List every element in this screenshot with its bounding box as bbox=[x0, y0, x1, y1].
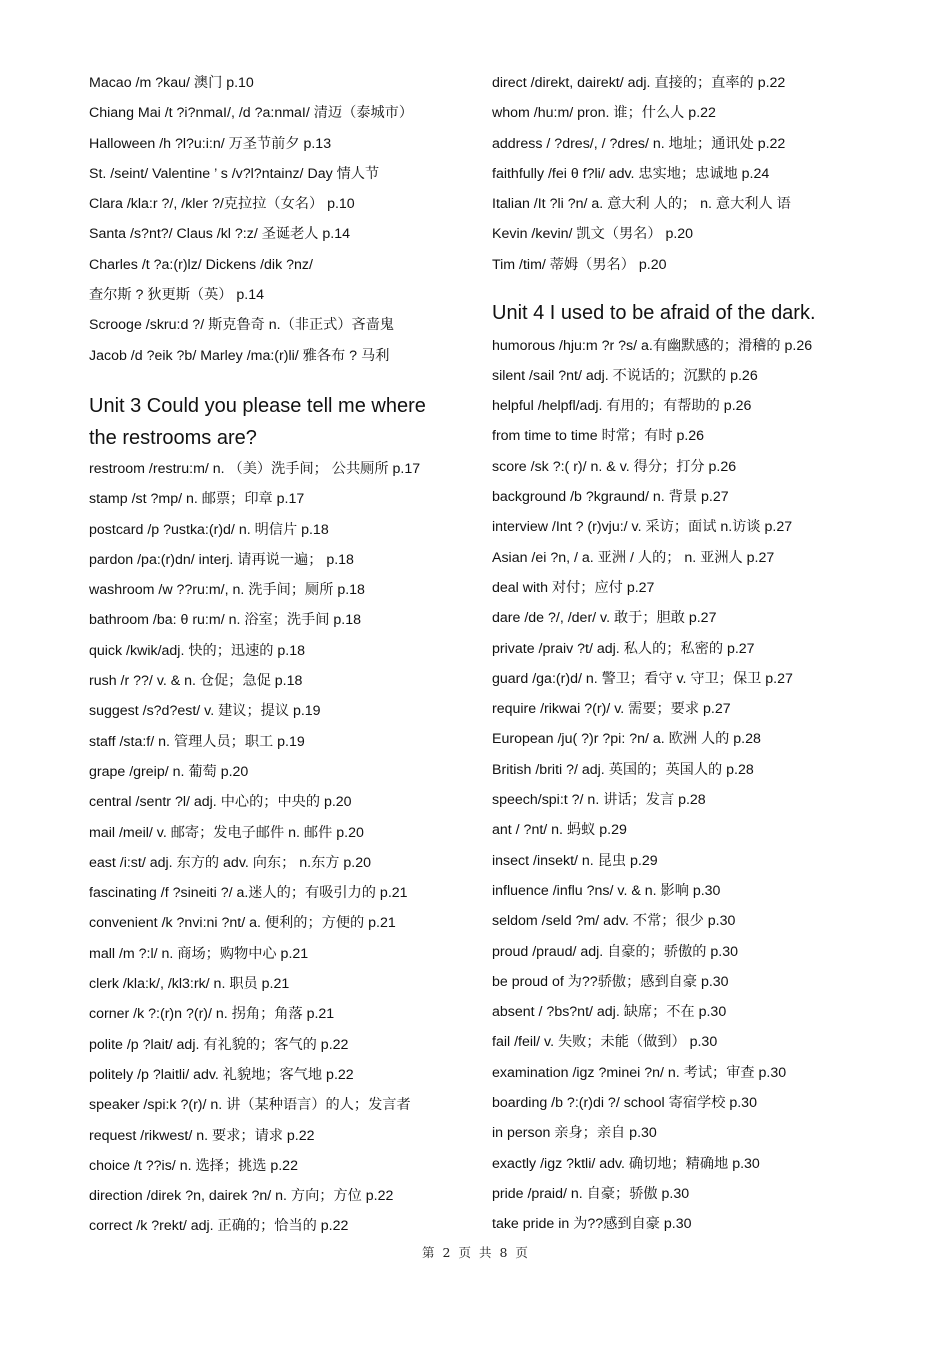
vocab-entry: examination /igz ?minei ?n/ n. 考试；审查 p.30 bbox=[492, 1064, 787, 1081]
vocab-entry: Charles /t ?a:(r)lz/ Dickens /dik ?nz/ bbox=[89, 256, 313, 273]
vocab-entry: insect /insekt/ n. 昆虫 p.29 bbox=[492, 852, 658, 869]
vocab-entry: staff /sta:f/ n. 管理人员；职工 p.19 bbox=[89, 733, 305, 750]
vocab-entry: private /praiv ?t/ adj. 私人的；私密的 p.27 bbox=[492, 640, 755, 657]
footer-di: 第 bbox=[422, 1245, 435, 1260]
vocab-entry: Chiang Mai /t ?i?nmaI/, /d ?a:nmaI/ 清迈（泰城市） bbox=[89, 105, 414, 122]
vocab-entry-continuation: 查尔斯 ? 狄更斯（英） p.14 bbox=[89, 287, 265, 304]
vocab-entry: direct /direkt, dairekt/ adj. 直接的；直率的 p.22 bbox=[492, 75, 786, 91]
vocab-entry: be proud of 为??骄傲；感到自豪 p.30 bbox=[492, 973, 729, 990]
right-entries-block-a bbox=[492, 68, 892, 280]
vocab-entry: mall /m ?:l/ n. 商场；购物中心 p.21 bbox=[89, 945, 309, 962]
vocab-entry: in person 亲身；亲自 p.30 bbox=[492, 1125, 657, 1142]
vocab-entry: rush /r ??/ v. & n. 仓促；急促 p.18 bbox=[89, 673, 303, 690]
unit4-heading: Unit 4 I used to be afraid of the dark. bbox=[492, 302, 816, 325]
vocab-entry: seldom /seld ?m/ adv. 不常；很少 p.30 bbox=[492, 913, 736, 930]
vocab-entry: address / ?dres/, / ?dres/ n. 地址；通讯处 p.22 bbox=[492, 135, 786, 152]
vocab-entry: dare /de ?/, /der/ v. 敢于；胆敢 p.27 bbox=[492, 610, 717, 627]
vocab-entry: Macao /m ?kau/ 澳门 p.10 bbox=[89, 75, 254, 91]
vocab-entry: stamp /st ?mp/ n. 邮票；印章 p.17 bbox=[89, 491, 305, 508]
unit3-entries bbox=[89, 454, 474, 1242]
vocab-entry: absent / ?bs?nt/ adj. 缺席；不在 p.30 bbox=[492, 1004, 727, 1021]
vocab-entry: humorous /hju:m ?r ?s/ a.有幽默感的；滑稽的 p.26 bbox=[492, 337, 813, 354]
right-column bbox=[492, 68, 892, 1239]
vocab-entry: restroom /restru:m/ n. （美）洗手间； 公共厕所 p.17 bbox=[89, 460, 421, 477]
vocab-entry: polite /p ?lait/ adj. 有礼貌的；客气的 p.22 bbox=[89, 1036, 349, 1053]
vocab-entry: request /rikwest/ n. 要求；请求 p.22 bbox=[89, 1127, 315, 1144]
vocab-entry: score /sk ?:( r)/ n. & v. 得分；打分 p.26 bbox=[492, 458, 737, 475]
vocab-entry: Halloween /h ?l?u:i:n/ 万圣节前夕 p.13 bbox=[89, 135, 332, 152]
vocab-entry: mail /meil/ v. 邮寄；发电子邮件 n. 邮件 p.20 bbox=[89, 824, 364, 841]
vocab-entry: pride /praid/ n. 自豪；骄傲 p.30 bbox=[492, 1185, 690, 1202]
vocab-entry: correct /k ?rekt/ adj. 正确的；恰当的 p.22 bbox=[89, 1218, 349, 1235]
vocab-entry: faithfully /fei θ f?li/ adv. 忠实地；忠诚地 p.24 bbox=[492, 165, 770, 182]
vocab-entry: Santa /s?nt?/ Claus /kl ?:z/ 圣诞老人 p.14 bbox=[89, 226, 351, 243]
vocab-entry: helpful /helpfl/adj. 有用的；有帮助的 p.26 bbox=[492, 398, 752, 415]
vocab-entry: exactly /igz ?ktli/ adv. 确切地；精确地 p.30 bbox=[492, 1155, 760, 1172]
vocab-entry: pardon /pa:(r)dn/ interj. 请再说一遍； p.18 bbox=[89, 551, 354, 568]
vocab-entry: Italian /It ?li ?n/ a. 意大利 人的； n. 意大利人 语 bbox=[492, 196, 791, 213]
vocab-entry: take pride in 为??感到自豪 p.30 bbox=[492, 1216, 692, 1233]
vocab-entry: speech/spi:t ?/ n. 讲话；发言 p.28 bbox=[492, 792, 706, 809]
vocab-entry: ant / ?nt/ n. 蚂蚁 p.29 bbox=[492, 822, 627, 839]
vocab-entry: deal with 对付；应付 p.27 bbox=[492, 579, 655, 596]
vocab-entry: fascinating /f ?sineiti ?/ a.迷人的；有吸引力的 p.21 bbox=[89, 885, 408, 902]
footer-ye2: 页 bbox=[515, 1245, 528, 1260]
vocab-entry: Kevin /kevin/ 凯文（男名） p.20 bbox=[492, 226, 694, 243]
vocab-entry: convenient /k ?nvi:ni ?nt/ a. 便利的；方便的 p.21 bbox=[89, 915, 396, 932]
vocab-entry: British /briti ?/ adj. 英国的；英国人的 p.28 bbox=[492, 761, 754, 778]
vocab-entry: direction /direk ?n, dairek ?n/ n. 方向；方位 p.22 bbox=[89, 1188, 394, 1205]
vocab-entry: postcard /p ?ustka:(r)d/ n. 明信片 p.18 bbox=[89, 521, 329, 538]
unit3-heading-line2: the restrooms are? bbox=[89, 427, 257, 450]
vocab-entry: politely /p ?laitli/ adv. 礼貌地；客气地 p.22 bbox=[89, 1066, 354, 1083]
left-entries-block-a bbox=[89, 68, 474, 280]
vocab-entry: clerk /kla:k/, /kl3:rk/ n. 职员 p.21 bbox=[89, 976, 290, 993]
vocab-entry: speaker /spi:k ?(r)/ n. 讲（某种语言）的人；发言者 bbox=[89, 1097, 411, 1114]
vocab-entry: washroom /w ??ru:m/, n. 洗手间；厕所 p.18 bbox=[89, 582, 365, 599]
footer-page-number: 2 bbox=[442, 1245, 451, 1260]
unit3-heading-line1: Unit 3 Could you please tell me where bbox=[89, 394, 426, 417]
left-column bbox=[89, 68, 474, 1242]
vocab-entry: grape /greip/ n. 葡萄 p.20 bbox=[89, 763, 249, 780]
footer-ye: 页 bbox=[458, 1245, 471, 1260]
footer-total-pages: 8 bbox=[499, 1245, 508, 1260]
vocab-entry: whom /hu:m/ pron. 谁；什么人 p.22 bbox=[492, 105, 716, 122]
vocab-entry: fail /feil/ v. 失败；未能（做到） p.30 bbox=[492, 1034, 718, 1051]
vocab-entry: Jacob /d ?eik ?b/ Marley /ma:(r)li/ 雅各布 ? 马利 bbox=[89, 347, 390, 364]
vocab-entry: guard /ga:(r)d/ n. 警卫；看守 v. 守卫；保卫 p.27 bbox=[492, 670, 793, 687]
vocab-entry: interview /Int ? (r)vju:/ v. 采访；面试 n.访谈 p.27 bbox=[492, 519, 793, 536]
vocab-entry: Tim /tim/ 蒂姆（男名） p.20 bbox=[492, 256, 667, 273]
vocab-entry: Asian /ei ?n, / a. 亚洲 / 人的； n. 亚洲人 p.27 bbox=[492, 549, 775, 566]
page-footer bbox=[0, 1243, 950, 1261]
vocab-entry: east /i:st/ adj. 东方的 adv. 向东； n.东方 p.20 bbox=[89, 854, 372, 871]
vocab-entry: proud /praud/ adj. 自豪的；骄傲的 p.30 bbox=[492, 943, 739, 960]
vocab-entry: central /sentr ?l/ adj. 中心的；中央的 p.20 bbox=[89, 794, 352, 811]
footer-gong: 共 bbox=[478, 1245, 492, 1260]
vocab-entry: European /ju( ?)r ?pi: ?n/ a. 欧洲 人的 p.28 bbox=[492, 731, 761, 748]
vocab-entry: St. /seint/ Valentine ’ s /v?l?ntainz/ Day 情人节 bbox=[89, 165, 380, 182]
vocab-entry: boarding /b ?:(r)di ?/ school 寄宿学校 p.30 bbox=[492, 1095, 757, 1111]
vocab-entry: corner /k ?:(r)n ?(r)/ n. 拐角；角落 p.21 bbox=[89, 1006, 335, 1023]
vocab-entry: Scrooge /skru:d ?/ 斯克鲁奇 n.（非正式）吝啬鬼 bbox=[89, 317, 395, 334]
vocab-entry: quick /kwik/adj. 快的；迅速的 p.18 bbox=[89, 642, 306, 659]
vocab-entry: background /b ?kgraund/ n. 背景 p.27 bbox=[492, 489, 729, 506]
vocab-entry: influence /influ ?ns/ v. & n. 影响 p.30 bbox=[492, 882, 721, 899]
vocab-entry: bathroom /ba: θ ru:m/ n. 浴室；洗手间 p.18 bbox=[89, 612, 362, 629]
vocab-entry: silent /sail ?nt/ adj. 不说话的；沉默的 p.26 bbox=[492, 367, 758, 384]
vocab-entry: choice /t ??is/ n. 选择；挑选 p.22 bbox=[89, 1157, 298, 1174]
vocab-entry: suggest /s?d?est/ v. 建议；提议 p.19 bbox=[89, 703, 321, 720]
unit4-entries bbox=[492, 331, 892, 1240]
vocab-entry: require /rikwai ?(r)/ v. 需要；要求 p.27 bbox=[492, 701, 731, 718]
vocab-entry: from time to time 时常；有时 p.26 bbox=[492, 428, 705, 445]
vocab-entry: Clara /kla:r ?/, /kler ?/克拉拉（女名） p.10 bbox=[89, 196, 355, 213]
left-entries-block-b bbox=[89, 310, 474, 371]
